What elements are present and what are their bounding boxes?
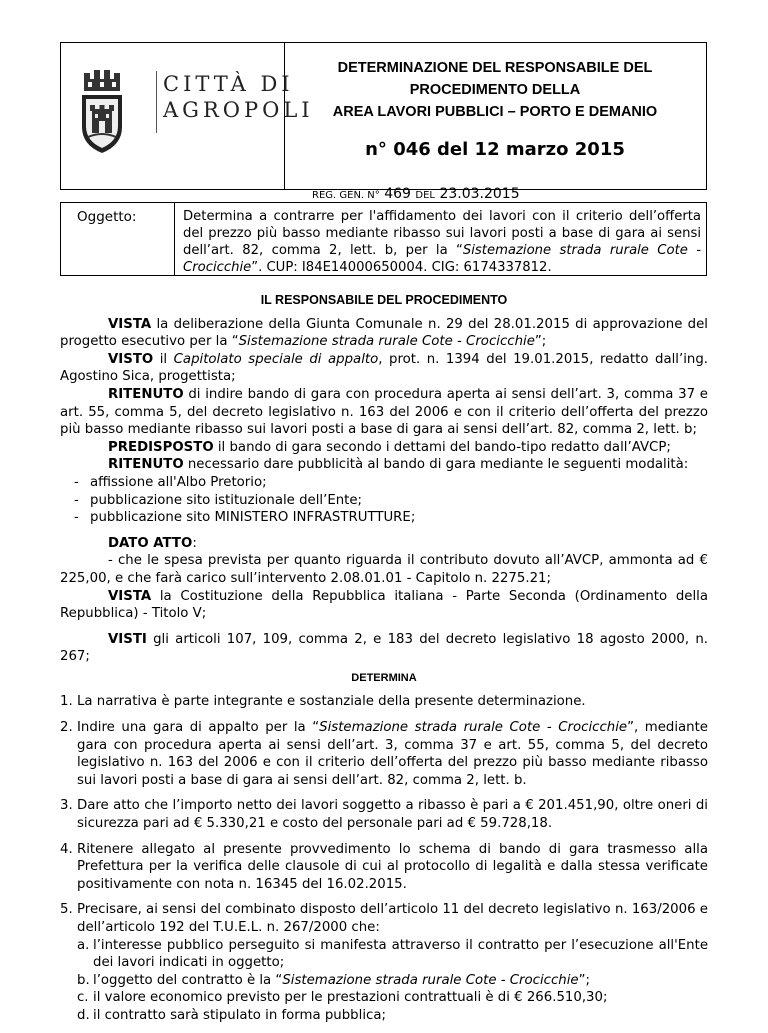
paragraph-predisposto <box>60 439 708 457</box>
italic-text: Sistemazione strada rurale Cote - Crocicchie <box>238 334 535 350</box>
reg-number: 469 <box>384 186 411 202</box>
text: necessario dare pubblicità al bando di gara mediante le seguenti modalità: <box>183 457 689 473</box>
text: l’oggetto del contratto è la “ <box>93 972 283 988</box>
document-title <box>285 57 705 123</box>
keyword: VISTO <box>108 351 154 367</box>
list-item: - affissione all'Albo Pretorio; <box>60 474 708 492</box>
paragraph-dato-text: - che le spesa prevista per quanto riguarda il contributo dovuto all’AVCP, ammonta ad € 225,00, e che farà carico sull’intervento 2.08.01.01 - Capitolo n. 2275.21; <box>60 553 708 586</box>
document-body <box>60 292 708 1033</box>
sub-item: d. il contratto sarà stipulato in forma pubblica; <box>77 1007 386 1023</box>
paragraph-vista <box>60 316 708 351</box>
text: La narrativa è parte integrante e sostanziale della presente determinazione. <box>77 694 586 710</box>
subject-box <box>60 202 707 276</box>
text: l’interesse pubblico perseguito si manifesta attraverso il contratto per l’esecuzione all'Ente dei lavori indicati in oggetto; <box>93 937 708 971</box>
city-crest-icon <box>77 65 127 157</box>
sub-item: b. l’oggetto del contratto è la “Sistemazione strada rurale Cote - Crocicchie”; <box>77 972 590 988</box>
reg-date: 23.03.2015 <box>439 186 520 202</box>
text: Precisare, ai sensi del combinato disposto dell’articolo 11 del decreto legislativo n. 163/2006 e dell’articolo 192 del T.U.E.L. n. 267/2000 che: <box>77 902 708 935</box>
text: Ritenere allegato al presente provvedimento lo schema di bando di gara trasmesso alla Prefettura per la verifica delle clausole di cui al protocollo di legalità e dalla stessa verificate positivamente con nota n. 16345 del 16.02.2015. <box>77 841 708 892</box>
section-heading: IL RESPONSABILE DEL PROCEDIMENTO <box>260 293 508 307</box>
title-line: AREA LAVORI PUBBLICI – PORTO E DEMANIO <box>332 104 658 120</box>
keyword: RITENUTO <box>108 386 184 402</box>
keyword: PREDISPOSTO <box>108 439 214 455</box>
text: ”; <box>534 334 547 350</box>
paragraph-dato-atto <box>60 535 708 553</box>
text: gli articoli 107, 109, comma 2, e 183 del decreto legislativo 18 agosto 2000, n. 267; <box>60 631 708 665</box>
sub-item: c. il valore economico previsto per le prestazioni contrattuali è di € 266.510,30; <box>77 990 608 1006</box>
italic-text: Capitolato speciale di appalto <box>173 351 379 367</box>
subject-text-b: ”. CUP: I84E14000650004. CIG: 6174337812. <box>251 260 552 275</box>
general-register <box>312 186 520 202</box>
determination-number: n° 046 del 12 marzo 2015 <box>365 139 625 160</box>
determina-heading: DETERMINA <box>351 671 417 684</box>
text: ”, mediante gara con procedura aperta ai sensi dell’art. 3, comma 37 e art. 55, comma 5, del decreto legislativo n. 163 del 2006 e con il criterio dell’offerta del prezzo più basso mediante ribasso sui lavori posti a base di gara ai sensi dell’art. 82, comma 2, lett. b. <box>77 720 708 788</box>
text: la Costituzione della Repubblica italiana - Parte Seconda (Ordinamento della Repubblica) - Titolo V; <box>60 588 708 622</box>
keyword: DATO ATTO <box>108 535 193 551</box>
italic-text: Sistemazione strada rurale Cote - Crocicchie <box>282 972 579 988</box>
text: il valore economico previsto per le prestazioni contrattuali è di € 266.510,30; <box>93 990 608 1006</box>
keyword: VISTA <box>108 316 152 332</box>
text: : <box>192 535 197 551</box>
title-line: PROCEDIMENTO DELLA <box>409 82 581 98</box>
text: Indire una gara di appalto per la “ <box>77 720 320 736</box>
list-item: 1. La narrativa è parte integrante e sostanziale della presente determinazione. <box>60 694 586 710</box>
list-item: 5. Precisare, ai sensi del combinato disposto dell’articolo 11 del decreto legislativo n. 163/2006 e dell’articolo 192 del T.U.E.L. n. 267/2000 che: a. l’interesse pubblico perseguito si manifesta attraverso il contratto per l’esecuzione all'Ente dei lavori indicati in oggetto; b. l’oggetto del contratto è la “Sistemazione strada rurale Cote - Crocicchie”; c. il valore economico previsto per le prestazioni contrattuali è di € 266.510,30; d. il contratto sarà stipulato in forma pubblica; <box>60 902 708 1023</box>
subject-label: Oggetto: <box>61 203 175 275</box>
sub-item: a. l’interesse pubblico perseguito si manifesta attraverso il contratto per l’esecuzione all'Ente dei lavori indicati in oggetto; <box>77 937 708 971</box>
subject-text <box>183 208 701 276</box>
header-box <box>60 42 707 190</box>
reg-prefix: REG. GEN. N° <box>312 190 380 201</box>
keyword: VISTI <box>108 631 147 647</box>
subject-text-a: Determina a contrarre per l'affidamento dei lavori con il criterio dell’offerta del prezzo più basso mediante ribasso sui lavori posti a base di gara ai sensi dell’art. 82, comma 2, lett. b, per la “ <box>183 209 701 258</box>
list-item: 2. Indire una gara di appalto per la “Sistemazione strada rurale Cote - Crocicchie”, mediante gara con procedura aperta ai sensi dell’art. 3, comma 37 e art. 55, comma 5, del decreto legislativo n. 163 del 2006 e con il criterio dell’offerta del prezzo più basso mediante ribasso sui lavori posti a base di gara ai sensi dell’art. 82, comma 2, lett. b. <box>60 720 708 788</box>
list-item: 3. Dare atto che l’importo netto dei lavori soggetto a ribasso è pari a € 201.451,90, oltre oneri di sicurezza pari ad € 5.330,21 e costo del personale pari ad € 59.728,18. <box>60 798 708 832</box>
text: il contratto sarà stipulato in forma pubblica; <box>93 1007 386 1023</box>
paragraph-vista-2 <box>60 588 708 623</box>
text: , prot. n. 1394 del 19.01.2015, redatto dall’ing. Agostino Sica, progettista; <box>60 351 708 385</box>
text: ”; <box>578 972 590 988</box>
text: di indire bando di gara con procedura aperta ai sensi dell’art. 3, comma 37 e art. 55, comma 5, del decreto legislativo n. 163 del 2006 e con il criterio dell’offerta del prezzo più basso mediante ribasso sui lavori posti a base di gara ai sensi dell’art. 82, comma 2, lett. b; <box>60 386 708 438</box>
text: il <box>153 351 174 367</box>
keyword: VISTA <box>108 588 152 604</box>
list-item: - pubblicazione sito MINISTERO INFRASTRUTTURE; <box>60 509 708 527</box>
paragraph-visti <box>60 631 708 666</box>
italic-text: Sistemazione strada rurale Cote - Crocicchie <box>319 720 628 736</box>
text: Dare atto che l’importo netto dei lavori soggetto a ribasso è pari a € 201.451,90, oltre oneri di sicurezza pari ad € 5.330,21 e costo del personale pari ad € 59.728,18. <box>77 798 708 832</box>
city-name: CITTÀ DI AGROPOLI <box>156 71 314 133</box>
subject-project-name: Sistemazione strada rurale Cote - Crocicchie <box>183 243 701 275</box>
list-item: - pubblicazione sito istituzionale dell’Ente; <box>60 492 708 510</box>
text: il bando di gara secondo i dettami del bando-tipo redatto dall’AVCP; <box>213 439 671 455</box>
text: la deliberazione della Giunta Comunale n. 29 del 28.01.2015 di approvazione del progetto esecutivo per la “ <box>60 316 708 350</box>
keyword: RITENUTO <box>108 457 184 473</box>
list-item: 4. Ritenere allegato al presente provvedimento lo schema di bando di gara trasmesso alla Prefettura per la verifica delle clausole di cui al protocollo di legalità e dalla stessa verificate positivamente con nota n. 16345 del 16.02.2015. <box>60 841 708 892</box>
paragraph-ritenuto <box>60 386 708 439</box>
paragraph-ritenuto-2 <box>60 456 708 474</box>
paragraph-visto <box>60 351 708 386</box>
title-line: DETERMINAZIONE DEL RESPONSABILE DEL <box>337 60 653 76</box>
reg-del: DEL <box>415 190 435 201</box>
logo-cell <box>61 43 314 189</box>
